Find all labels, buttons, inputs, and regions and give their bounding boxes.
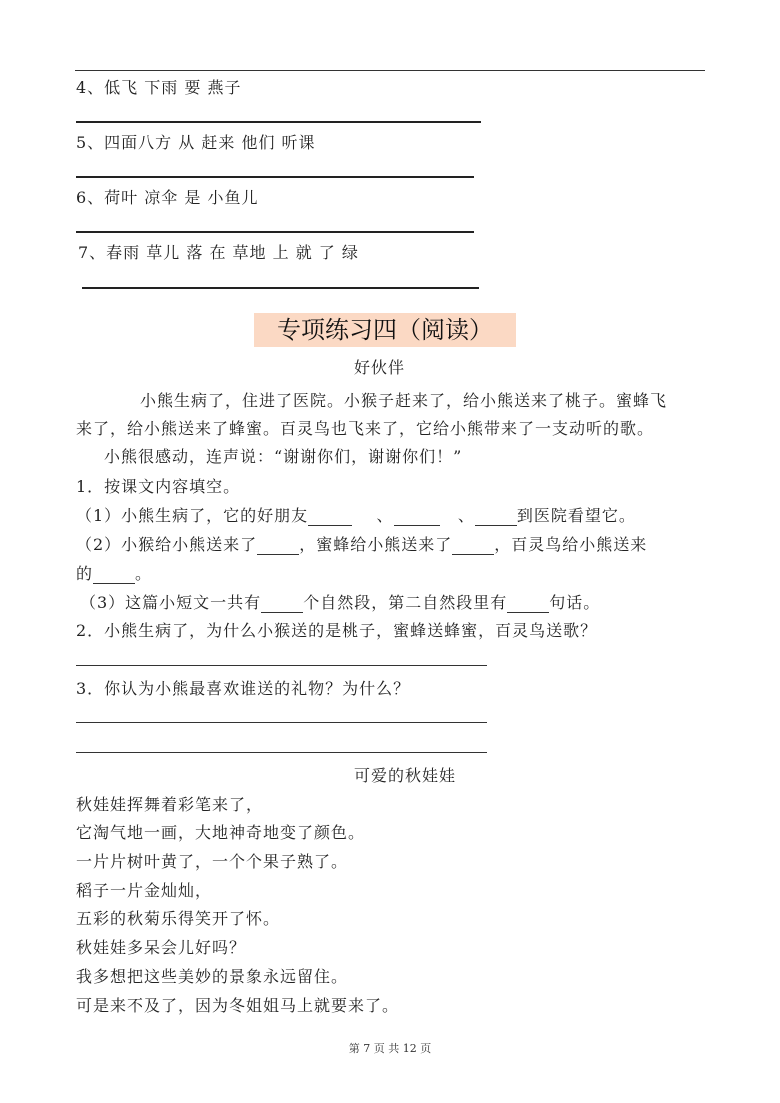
sentence-item: 6、荷叶 凉伞 是 小鱼儿 [76,188,259,207]
answer-line [76,176,474,178]
question-text: 、 [457,506,475,525]
paragraph-line: 来了，给小熊送来了蜂蜜。百灵鸟也飞来了，它给小熊带来了一支动听的歌。 [76,419,655,438]
question-text: （2）小猴给小熊送来了 [76,535,258,554]
question-text: ，蜜蜂给小熊送来了 [299,535,453,554]
poem-line: 秋娃娃挥舞着彩笔来了， [76,795,264,814]
answer-line [76,231,474,233]
fill-blank[interactable] [261,596,303,613]
fill-blank[interactable] [475,509,517,526]
section-title: 专项练习四（阅读） [277,316,493,344]
poem-line: 秋娃娃多呆会儿好吗？ [76,938,247,957]
fill-blank[interactable] [394,509,440,526]
answer-line [76,121,481,123]
fill-blank[interactable] [257,538,299,555]
question-text: 。 [135,564,153,583]
question-1-2-cont [76,564,152,584]
poem-line: 稻子一片金灿灿， [76,881,213,900]
question-1-1 [76,506,636,526]
story-title: 可爱的秋娃娃 [354,766,457,785]
question-1: 1．按课文内容填空。 [76,477,241,496]
paragraph-line: 小熊生病了，住进了医院。小猴子赶来了，给小熊送来了桃子。蜜蜂飞 [140,391,668,410]
answer-line [82,287,479,289]
answer-line[interactable] [76,722,487,723]
answer-line[interactable] [76,752,487,753]
question-text: ，百灵鸟给小熊送来 [494,535,648,554]
sentence-item: 7、春雨 草儿 落 在 草地 上 就 了 绿 [78,243,359,262]
question-3: 3．你认为小熊最喜欢谁送的礼物？为什么？ [76,679,411,698]
poem-line: 我多想把这些美妙的景象永远留住。 [76,967,349,986]
poem-line: 它淘气地一画，大地神奇地变了颜色。 [76,823,366,842]
question-1-2 [76,535,647,555]
answer-line[interactable] [76,665,487,666]
fill-blank[interactable] [507,596,549,613]
question-text: 句话。 [549,593,601,612]
fill-blank[interactable] [308,509,352,526]
sentence-item: 5、四面八方 从 赶来 他们 听课 [76,133,316,152]
story-title: 好伙伴 [354,358,406,377]
question-2: 2．小熊生病了，为什么小猴送的是桃子，蜜蜂送蜂蜜，百灵鸟送歌？ [76,621,598,640]
paragraph-line: 小熊很感动，连声说：“谢谢你们，谢谢你们！” [104,447,463,466]
question-text: 个自然段，第二自然段里有 [303,593,508,612]
question-1-3 [80,593,600,613]
poem-line: 可是来不及了，因为冬姐姐马上就要来了。 [76,996,400,1015]
question-text: （1）小熊生病了，它的好朋友 [76,506,309,525]
poem-line: 五彩的秋菊乐得笑开了怀。 [76,909,281,928]
fill-blank[interactable] [452,538,494,555]
question-text: 到医院看望它。 [516,506,636,525]
poem-line: 一片片树叶黄了，一个个果子熟了。 [76,852,349,871]
question-text: （3）这篇小短文一共有 [80,593,262,612]
sentence-item: 4、低飞 下雨 要 燕子 [76,78,242,97]
top-rule [75,70,705,71]
page-footer: 第 7 页 共 12 页 [348,1042,432,1055]
question-text: 的 [76,564,94,583]
fill-blank[interactable] [93,567,135,584]
question-text: 、 [376,506,394,525]
